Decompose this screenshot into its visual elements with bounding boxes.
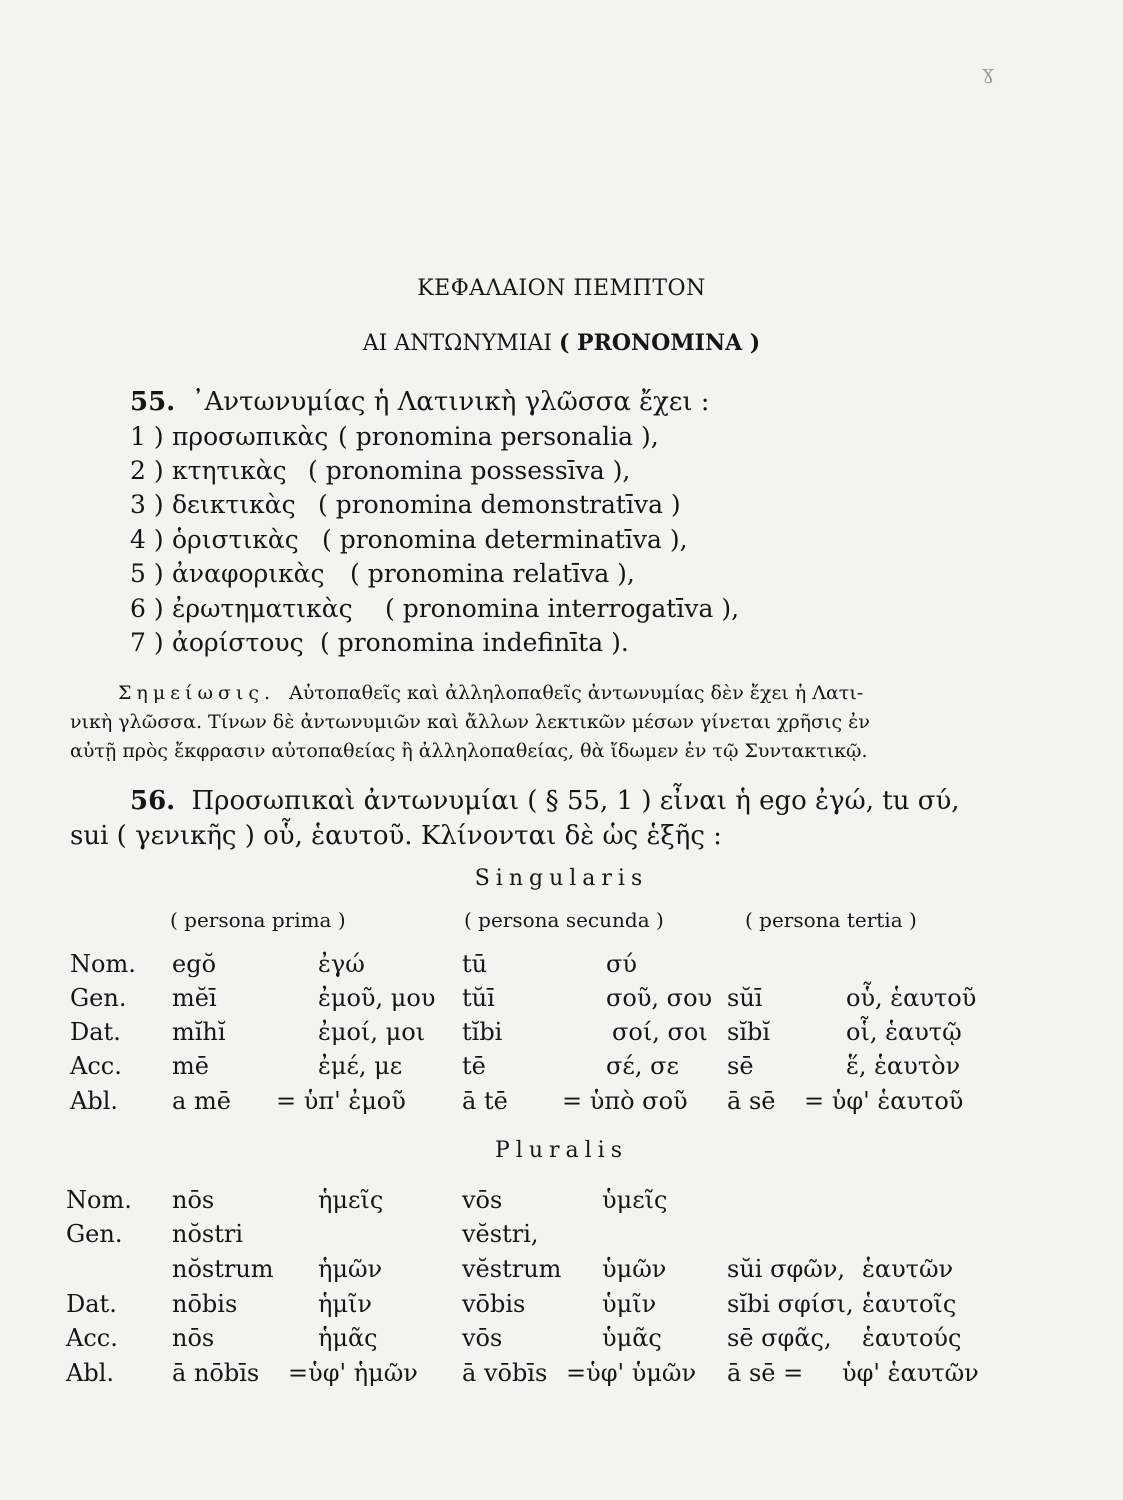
table-cell: egŏ xyxy=(172,950,217,978)
list-item-number: 7 ) xyxy=(130,628,164,657)
table-cell: ἑαυτῶν xyxy=(862,1255,954,1283)
table-cell: nōs xyxy=(172,1186,215,1214)
list-item-latin: ( pronomina personalia ), xyxy=(338,422,659,451)
list-item-term: ἀορίστους xyxy=(172,628,304,657)
table-cell: ἕ, ἑαυτὸν xyxy=(846,1052,961,1080)
pluralis-heading: Pluralis xyxy=(494,1138,628,1163)
note-line-3: αὐτῇ πρὸς ἔκφρασιν αὐτοπαθείας ἢ ἀλληλοπαθείας, θὰ ἴδωμεν ἐν τῷ Συντακτικῷ. xyxy=(70,740,868,762)
list-item xyxy=(130,490,681,519)
table-cell: vĕstrum xyxy=(462,1255,562,1283)
table-cell: ἐγώ xyxy=(318,950,365,978)
corner-mark: ɣ xyxy=(982,60,994,84)
singularis-heading: Singularis xyxy=(474,866,649,891)
table-cell: ἐμοῦ, μου xyxy=(318,984,436,1012)
table-cell: tē xyxy=(462,1052,486,1080)
note-label: Σημείωσις. xyxy=(118,682,276,704)
table-cell: ὑμεῖς xyxy=(602,1186,668,1214)
section-title-prefix: ΑΙ ΑΝΤΩΝΥΜΙΑΙ xyxy=(362,331,552,356)
persona-secunda: ( persona secunda ) xyxy=(464,908,664,932)
table-cell: ἡμεῖς xyxy=(318,1186,384,1214)
table-cell: sĭbi σφίσι, xyxy=(727,1290,854,1318)
note-text: Αὐτοπαθεῖς καὶ ἀλληλοπαθεῖς ἀντωνυμίας δὲν ἔχει ἡ Λατι- xyxy=(289,682,864,704)
list-item-number: 3 ) xyxy=(130,490,164,519)
table-cell: ā vōbīs xyxy=(462,1359,548,1387)
table-cell: ἡμῶν xyxy=(318,1255,383,1283)
table-cell: ὑμᾶς xyxy=(602,1324,662,1352)
list-item-latin: ( pronomina relatīva ), xyxy=(350,559,635,588)
paragraph-56-line-2: sui ( γενικῆς ) οὗ, ἑαυτοῦ. Κλίνονται δὲ ὡς ἑξῆς : xyxy=(70,821,722,851)
table-cell: nŏstrum xyxy=(172,1255,274,1283)
table-cell: vōbis xyxy=(462,1290,526,1318)
list-item-number: 1 ) xyxy=(130,422,164,451)
table-cell: σέ, σε xyxy=(606,1052,679,1080)
case-label: Gen. xyxy=(66,1220,123,1248)
list-item-number: 6 ) xyxy=(130,594,164,623)
note-line-2: νικὴ γλῶσσα. Τίνων δὲ ἀντωνυμιῶν καὶ ἄλλων λεκτικῶν μέσων γίνεται χρῆσις ἐν xyxy=(70,711,870,733)
table-cell: =ὑφ' ὑμῶν xyxy=(566,1359,697,1387)
table-cell: σοῦ, σου xyxy=(606,984,713,1012)
persona-prima: ( persona prima ) xyxy=(170,908,346,932)
table-cell: nōs xyxy=(172,1324,215,1352)
note-line-1 xyxy=(118,682,863,704)
table-cell: mē xyxy=(172,1052,209,1080)
persona-tertia: ( persona tertia ) xyxy=(745,908,917,932)
case-label: Acc. xyxy=(66,1324,118,1352)
paragraph-55-intro xyxy=(130,387,710,417)
table-cell: ā nōbīs xyxy=(172,1359,260,1387)
table-cell: sĭbĭ xyxy=(727,1018,771,1046)
table-cell: ā sē xyxy=(727,1087,776,1115)
case-label: Dat. xyxy=(70,1018,121,1046)
chapter-title: ΚΕΦΑΛΑΙΟΝ ΠΕΜΠΤΟΝ xyxy=(417,276,706,301)
section-title-latin: ( PRONOMINA ) xyxy=(558,330,761,356)
section-title xyxy=(0,330,1123,356)
case-label: Nom. xyxy=(66,1186,132,1214)
table-cell: nōbis xyxy=(172,1290,238,1318)
table-cell: σοί, σοι xyxy=(612,1018,708,1046)
table-cell: a mē xyxy=(172,1087,231,1115)
table-cell: ἑαυτοῖς xyxy=(862,1290,957,1318)
table-cell: σύ xyxy=(606,950,637,978)
list-item-number: 2 ) xyxy=(130,456,164,485)
list-item-term: δεικτικὰς xyxy=(172,490,296,519)
list-item-term: κτητικὰς xyxy=(172,456,287,485)
paragraph-text: ᾿Αντωνυμίας ἡ Λατινικὴ γλῶσσα ἔχει : xyxy=(191,387,710,417)
list-item-term: ὁριστικὰς xyxy=(172,525,299,554)
table-cell: ἑαυτούς xyxy=(862,1324,962,1352)
table-cell: ὑφ' ἑαυτῶν xyxy=(842,1359,979,1387)
table-cell: =ὑφ' ἡμῶν xyxy=(288,1359,418,1387)
paragraph-text: Προσωπικαὶ ἀντωνυμίαι ( § 55, 1 ) εἶναι ἡ ego ἐγώ, tu σύ, xyxy=(191,786,960,816)
paragraph-number: 56. xyxy=(130,786,176,816)
list-item xyxy=(130,628,629,657)
table-cell: ἡμῖν xyxy=(318,1290,372,1318)
table-cell: nŏstri xyxy=(172,1220,244,1248)
table-cell: = ὑπὸ σοῦ xyxy=(562,1087,688,1115)
table-cell: = ὑφ' ἑαυτοῦ xyxy=(804,1087,964,1115)
table-cell: mĭhĭ xyxy=(172,1018,226,1046)
table-cell: tū xyxy=(462,950,488,978)
case-label: Abl. xyxy=(70,1087,118,1115)
list-item xyxy=(130,525,688,554)
table-cell: mĕī xyxy=(172,984,217,1012)
list-item-term: προσωπικὰς xyxy=(172,422,329,451)
table-cell: tŭī xyxy=(462,984,495,1012)
list-item-latin: ( pronomina possessīva ), xyxy=(308,456,631,485)
list-item-latin: ( pronomina indefinīta ). xyxy=(320,628,629,657)
case-label: Dat. xyxy=(66,1290,117,1318)
case-label: Gen. xyxy=(70,984,127,1012)
paragraph-56-line-1 xyxy=(130,786,960,816)
table-cell: ā tē xyxy=(462,1087,508,1115)
list-item-term: ἀναφορικὰς xyxy=(172,559,325,588)
case-label: Abl. xyxy=(66,1359,114,1387)
list-item xyxy=(130,422,659,451)
list-item-number: 5 ) xyxy=(130,559,164,588)
list-item xyxy=(130,594,739,623)
list-item-latin: ( pronomina demonstratīva ) xyxy=(318,490,681,519)
table-cell: vōs xyxy=(462,1186,503,1214)
table-cell: ὑμῖν xyxy=(602,1290,657,1318)
list-item-number: 4 ) xyxy=(130,525,164,554)
table-cell: οἷ, ἑαυτῷ xyxy=(846,1018,962,1046)
case-label: Acc. xyxy=(70,1052,122,1080)
table-cell: ὑμῶν xyxy=(602,1255,667,1283)
table-cell: tĭbi xyxy=(462,1018,503,1046)
table-cell: = ὑπ' ἐμοῦ xyxy=(276,1087,406,1115)
case-label: Nom. xyxy=(70,950,136,978)
table-cell: ἐμέ, με xyxy=(318,1052,403,1080)
list-item xyxy=(130,456,630,485)
list-item xyxy=(130,559,635,588)
table-cell: vōs xyxy=(462,1324,503,1352)
table-cell: ἐμοί, μοι xyxy=(318,1018,426,1046)
table-cell: ἡμᾶς xyxy=(318,1324,378,1352)
table-cell: vĕstri, xyxy=(462,1220,539,1248)
table-cell: οὗ, ἑαυτοῦ xyxy=(846,984,977,1012)
table-cell: ā sē = xyxy=(727,1359,804,1387)
list-item-latin: ( pronomina interrogatīva ), xyxy=(385,594,740,623)
table-cell: sŭī xyxy=(727,984,763,1012)
table-cell: sē σφᾶς, xyxy=(727,1324,832,1352)
list-item-latin: ( pronomina determinatīva ), xyxy=(322,525,688,554)
paragraph-number: 55. xyxy=(130,387,176,417)
table-cell: sŭi σφῶν, xyxy=(727,1255,846,1283)
table-cell: sē xyxy=(727,1052,754,1080)
list-item-term: ἐρωτηματικὰς xyxy=(172,594,353,623)
